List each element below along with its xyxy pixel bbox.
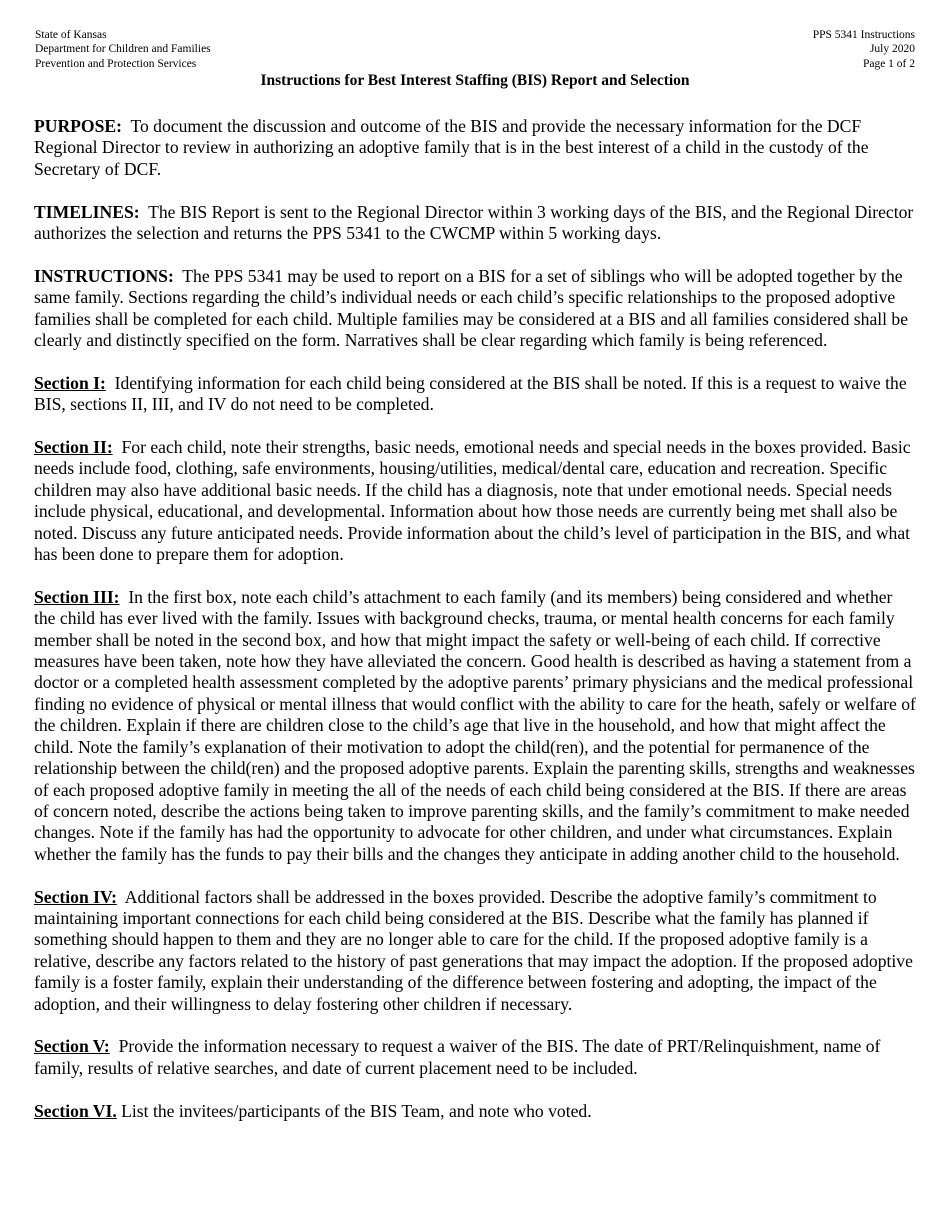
header-agency-block [35,28,211,71]
section-6-text: List the invitees/participants of the BIS Team, and note who voted. [121,1100,592,1121]
instructions-label: INSTRUCTIONS: [34,265,174,286]
section-2-text: For each child, note their strengths, basic needs, emotional needs and special needs in the boxes provided. Basic needs include food, clothing, safe environments, housing/utilities, medical/dental care, education and recreation. Specific children may also have additional basic needs. If the child has a diagnosis, note that under emotional needs. Special needs include physical, educational, and developmental. Information about how those needs are currently being met shall also be noted. Discuss any future anticipated needs. Provide information about the child’s level of participation in the BIS, and what has been done to prepare them for adoption. [34,437,911,565]
purpose-label: PURPOSE: [34,116,122,136]
section-6-label: Section VI. [34,1100,117,1121]
timelines-paragraph [34,202,918,245]
section-3-label: Section III: [34,586,120,607]
section-2-paragraph [34,437,918,565]
purpose-paragraph [34,116,918,180]
section-1-label: Section I: [34,372,106,393]
section-3-paragraph [34,587,918,865]
section-1-text: Identifying information for each child being considered at the BIS shall be noted. If this is a request to waive the BIS, sections II, III, and IV do not need to be completed. [34,372,907,415]
section-4-text: Additional factors shall be addressed in the boxes provided. Describe the adoptive family’s commitment to maintaining important connections for each child being considered at the BIS. Describe what the family has planned if something should happen to them and they are no longer able to care for the child. If the proposed adoptive family is a relative, describe any factors related to the history of past generations that may impact the adoption. If the proposed adoptive family is a foster family, explain their understanding of the difference between fostering and adopting, the impact of the adoption, and their willingness to delay fostering other children if necessary. [34,886,913,1014]
header-date: July 2020 [869,43,915,56]
section-5-paragraph [34,1036,918,1079]
section-5-text: Provide the information necessary to request a waiver of the BIS. The date of PRT/Relinquishment, name of family, results of relative searches, and date of current placement need to be included. [34,1036,881,1078]
section-1-paragraph [34,373,918,416]
document-body [34,116,918,1143]
timelines-text: The BIS Report is sent to the Regional Director within 3 working days of the BIS, and the Regional Director authorizes the selection and returns the PPS 5341 to the CWCMP within 5 working days. [34,201,914,244]
header-page-number: Page 1 of 2 [862,57,915,70]
section-4-label: Section IV: [34,886,117,907]
header-form-block [813,28,915,71]
purpose-text: To document the discussion and outcome of the BIS and provide the necessary information for the DCF Regional Director to review in authorizing an adoptive family that is in the best interest of a child in the custody of the Secretary of DCF. [34,116,869,179]
header-department: Department for Children and Families [35,43,211,56]
instructions-text: The PPS 5341 may be used to report on a BIS for a set of siblings who will be adopted together by the same family. Sections regarding the child’s individual needs or each child’s specific relationships to the proposed adoptive families shall be completed for each child. Multiple families may be considered at a BIS and all families considered shall be clearly and distinctly specified on the form. Narratives shall be clear regarding which family is being referenced. [34,265,909,351]
instructions-paragraph [34,266,918,352]
section-6-paragraph [34,1101,918,1122]
document-title: Instructions for Best Interest Staffing (BIS) Report and Selection [260,72,690,89]
section-3-text: In the first box, note each child’s attachment to each family (and its members) being considered and whether the child has ever lived with the family. Issues with background checks, trauma, or mental health concerns for each family member shall be noted in the second box, and how that might impact the safety or well-being of each child. If corrective measures have been taken, note how they have alleviated the concern. Good health is described as having a statement from a doctor or a completed health assessment completed by the adoptive parents’ primary physicians and the medical professional finding no evidence of physical or mental illness that would conflict with the ability to care for the heath, safely or welfare of the children. Explain if there are children close to the child’s age that live in the household, and how that might affect the child. Note the family’s explanation of their motivation to adopt the child(ren), and the potential for permanence of the relationship between the child(ren) and the proposed adoptive parents. Explain the parenting skills, strengths and weaknesses of each proposed adoptive family in meeting the all of the needs of each child being considered at the BIS. If there are areas of concern noted, describe the actions being taken to improve parenting skills, and the family’s commitment to make needed changes. Note if the family has had the opportunity to advocate for other children, and under what circumstances. Explain whether the family has the funds to pay their bills and the changes they anticipate in adding another child to the household. [34,586,916,864]
section-4-paragraph [34,887,918,1015]
section-2-label: Section II: [34,437,113,458]
timelines-label: TIMELINES: [34,201,140,222]
header-division: Prevention and Protection Services [35,57,197,70]
header-form-number: PPS 5341 Instructions [812,29,915,41]
section-5-label: Section V: [34,1036,110,1057]
header-state: State of Kansas [35,29,107,41]
